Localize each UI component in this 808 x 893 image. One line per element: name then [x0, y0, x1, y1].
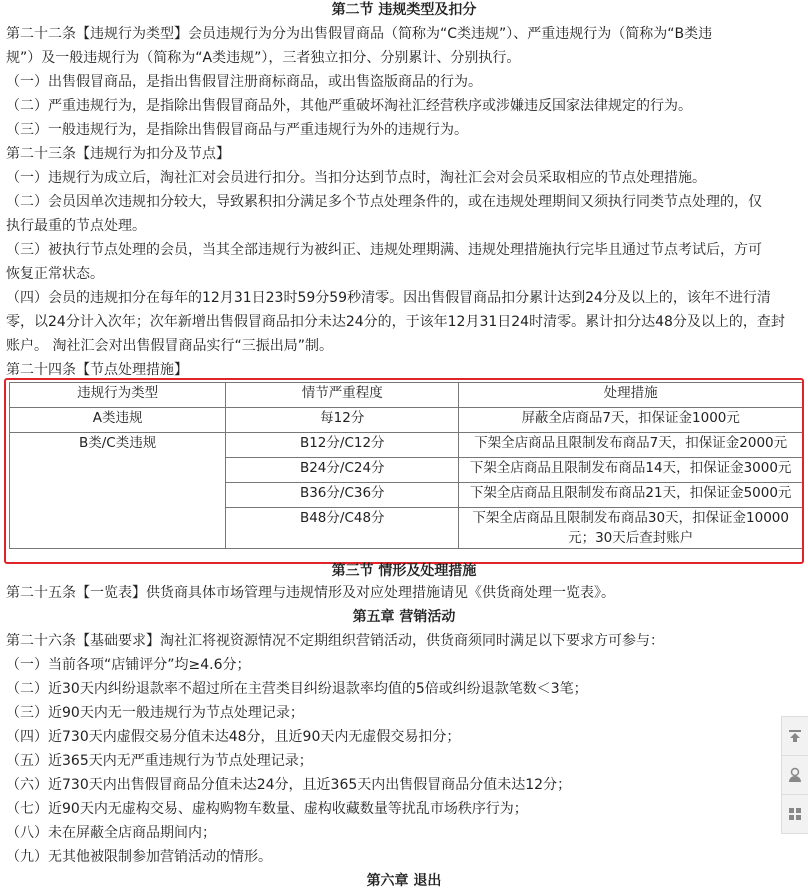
article-23-line: 恢复正常状态。: [6, 266, 104, 282]
table-cell: 每12分: [226, 408, 459, 433]
article-25: 第二十五条【一览表】供货商具体市场管理与违规情形及对应处理措施请见《供货商处理一览表》。: [6, 585, 615, 601]
table-cell: B36分/C36分: [226, 483, 459, 508]
table-header-cell: 情节严重程度: [226, 383, 459, 408]
article-23-line: （一）违规行为成立后，淘社汇对会员进行扣分。当扣分达到节点时，淘社汇会对会员采取相应的节点处理措施。: [6, 170, 706, 186]
article-26-line: （一）当前各项“店铺评分”均≥4.6分；: [6, 657, 251, 673]
table-cell: A类违规: [10, 408, 226, 433]
article-22-line: （三）一般违规行为，是指除出售假冒商品与严重违规行为外的违规行为。: [6, 122, 468, 138]
table-cell: B24分/C24分: [226, 458, 459, 483]
article-26-line: （六）近730天内出售假冒商品分值未达24分，且近365天内出售假冒商品分值未达12分；: [6, 777, 572, 793]
article-22-line: 规”）及一般违规行为（简称为“A类违规”），三者独立扣分、分别累计、分别执行。: [6, 50, 521, 66]
article-26-line: （二）近30天内纠纷退款率不超过所在主营类目纠纷退款率均值的5倍或纠纷退款笔数＜3笔；: [6, 681, 588, 697]
table-header-cell: 处理措施: [459, 383, 803, 408]
article-26-line: （五）近365天内无严重违规行为节点处理记录；: [6, 753, 313, 769]
chapter-heading: 第五章 营销活动: [352, 609, 456, 625]
chapter-heading: 第六章 退出: [366, 873, 442, 889]
table-cell: 下架全店商品且限制发布商品14天，扣保证金3000元: [459, 458, 803, 483]
table-cell-line: 下架全店商品且限制发布商品30天，扣保证金10000: [472, 510, 789, 526]
article-24-title: 第二十四条【节点处理措施】: [6, 362, 188, 378]
grid-icon[interactable]: [782, 795, 808, 833]
arrow-up-icon[interactable]: [782, 717, 808, 756]
article-26-line: （七）近90天内无虚构交易、虚构购物车数量、虚构收藏数量等扰乱市场秩序行为；: [6, 801, 528, 817]
article-23-line: 零，以24分计入次年；次年新增出售假冒商品扣分未达24分的，于该年12月31日24时清零。累计扣分达48分及以上的，查封: [6, 314, 785, 330]
floating-sidebar: [781, 716, 808, 834]
article-26-line: （四）近730天内虚假交易分值未达48分，且近90天内无虚假交易扣分；: [6, 729, 461, 745]
table-cell-bc-type: B类/C类违规: [10, 433, 226, 549]
highlight-box: [4, 378, 804, 564]
article-22-line: 第二十二条【违规行为类型】会员违规行为分为出售假冒商品（简称为“C类违规”）、严重违规行为（简称为“B类违: [6, 26, 713, 42]
article-26-line: （八）未在屏蔽全店商品期间内；: [6, 825, 216, 841]
user-icon[interactable]: [782, 756, 808, 795]
table-cell: B12分/C12分: [226, 433, 459, 458]
table-header-cell: 违规行为类型: [10, 383, 226, 408]
table-cell: 下架全店商品且限制发布商品7天，扣保证金2000元: [459, 433, 803, 458]
article-23-line: 账户。 淘社汇会对出售假冒商品实行“三振出局”制。: [6, 338, 333, 354]
table-cell: 屏蔽全店商品7天，扣保证金1000元: [459, 408, 803, 433]
article-23-line: 执行最重的节点处理。: [6, 218, 146, 234]
table-cell: 下架全店商品且限制发布商品21天，扣保证金5000元: [459, 483, 803, 508]
section-heading: 第二节 违规类型及扣分: [331, 2, 477, 18]
article-23-line: （二）会员因单次违规扣分较大，导致累积扣分满足多个节点处理条件的，或在违规处理期间又须执行同类节点处理的，仅: [6, 194, 762, 210]
article-23-line: （三）被执行节点处理的会员，当其全部违规行为被纠正、违规处理期满、违规处理措施执行完毕且通过节点考试后，方可: [6, 242, 762, 258]
table-cell-line: 元；30天后查封账户: [568, 530, 694, 546]
table-cell: B48分/C48分: [226, 508, 459, 549]
article-23-line: （四）会员的违规扣分在每年的12月31日23时59分59秒清零。因出售假冒商品扣分累计达到24分及以上的，该年不进行清: [6, 290, 771, 306]
article-22-line: （一）出售假冒商品，是指出售假冒注册商标商品，或出售盗版商品的行为。: [6, 74, 482, 90]
article-26-line: （三）近90天内无一般违规行为节点处理记录；: [6, 705, 304, 721]
article-23-line: 第二十三条【违规行为扣分及节点】: [6, 146, 230, 162]
article-22-line: （二）严重违规行为，是指除出售假冒商品外，其他严重破坏淘社汇经营秩序或涉嫌违反国家法律规定的行为。: [6, 98, 692, 114]
article-26-line: （九）无其他被限制参加营销活动的情形。: [6, 849, 272, 865]
section-heading: 第三节 情形及处理措施: [331, 563, 477, 579]
article-26-line: 第二十六条【基础要求】淘社汇将视资源情况不定期组织营销活动，供货商须同时满足以下要求方可参与：: [6, 633, 664, 649]
